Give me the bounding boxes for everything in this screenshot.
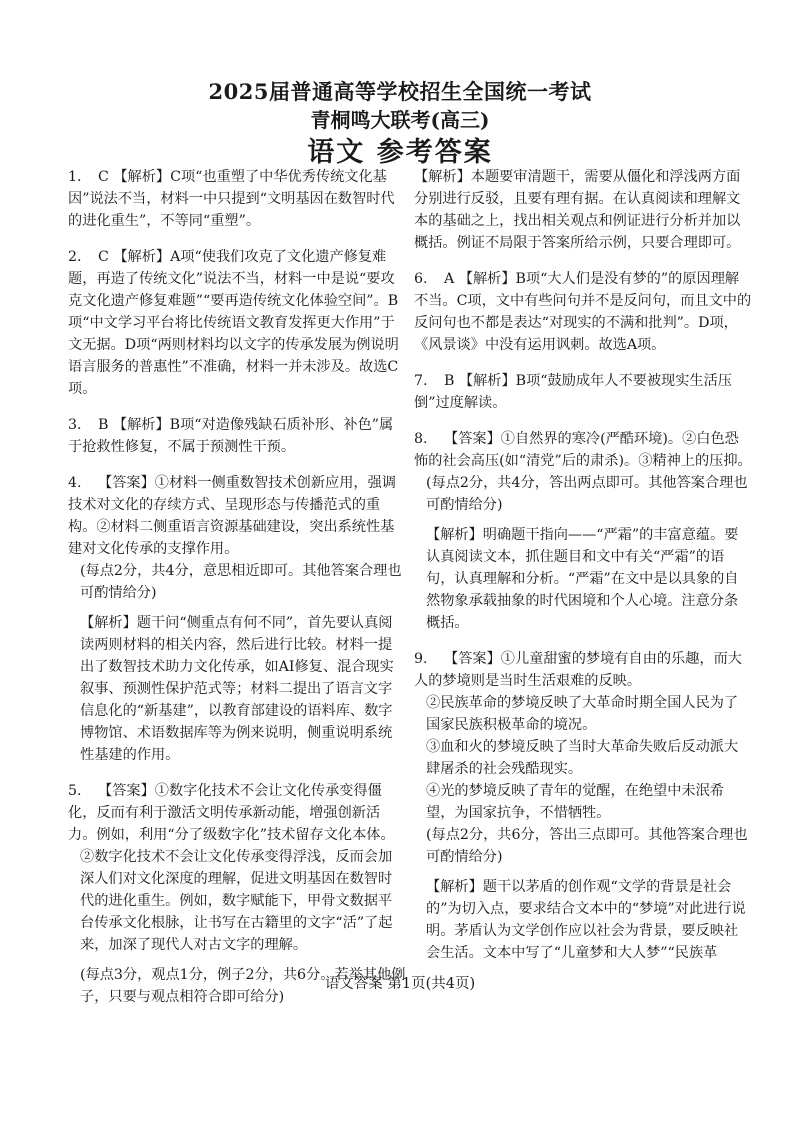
item-score: (每点2分，共4分，答出两点即可。其他答案合理也可酌情给分) [426, 475, 748, 513]
answer-item-6 [414, 268, 752, 356]
item-score: (每点2分，共4分，意思相近即可。其他答案合理也可酌情给分) [80, 563, 402, 601]
answer-item-5-analysis [414, 166, 752, 254]
item-number: 3. [68, 417, 82, 433]
item-number: 4. [68, 475, 82, 491]
exam-title: 2025届普通高等学校招生全国统一考试 [208, 79, 592, 104]
item-text: A 【解析】B项“大人们是没有梦的”的原因理解不当。C项，文中有些问句并不是反问句，而且文中的反问句也不都是表达“对现实的不满和批判”。D项，《风景谈》中没有运用讽刺。故选A项。 [414, 271, 752, 353]
item-text: C 【解析】A项“使我们攻克了文化遗产修复难题，再造了传统文化”说法不当，材料一中是说“要攻克文化遗产修复难题”“要再造传统文化体验空间”。B项“中文学习平台将比传统语文教育发挥更大作用”于文无据。D项“两则材料均以文字的传承发展为例说明语言服务的普惠性”不准确，材料一并未涉及。故选C项。 [68, 249, 399, 397]
item-number: 6. [414, 271, 428, 287]
item-analysis: 【解析】题干问“侧重点有何不同”，首先要认真阅读两则材料的相关内容，然后进行比较。材料一提出了数智技术助力文化传承，如AI修复、混合现实叙事、预测性保护范式等；材料二提出了语言文字信息化的“新基建”，以教育部建设的语料库、数字博物馆、术语数据库等为例来说明，侧重说明系统性基建的作用。 [80, 615, 394, 763]
item-number: 2. [68, 249, 82, 265]
exam-subtitle: 青桐鸣大联考(高三) [310, 108, 490, 132]
item-analysis: 【解析】明确题干指向——“严霜”的丰富意蕴。要认真阅读文本，抓住题目和文中有关“严霜”的语句，认真理解和分析。“严霜”在文中是以具象的自然物象承载抽象的时代困境和个人心境。注意分条概括。 [426, 527, 739, 631]
item-number: 7. [414, 373, 428, 389]
answer-item-1 [68, 166, 406, 232]
answer-item-8 [414, 428, 752, 634]
item-number: 8. [414, 431, 428, 447]
item-number: 9. [414, 651, 428, 667]
item-point: ②数字化技术不会让文化传承变得浮浅，反而会加深人们对文化深度的理解，促进文明基因在数智时代的进化重生。例如，数字赋能下，甲骨文数据平台传承文化根脉，让书写在古籍里的文字“活”了起来，加深了现代人对古文字的理解。 [80, 849, 393, 953]
answer-item-2 [68, 246, 406, 400]
answer-item-7 [414, 370, 752, 414]
item-score: (每点3分，观点1分，例子2分，共6分。若举其他例子，只要与观点相符合即可给分) [80, 967, 406, 1005]
page-title: 语文 参考答案 [307, 137, 493, 168]
item-score: (每点2分，共6分，答出三点即可。其他答案合理也可酌情给分) [426, 827, 748, 865]
answer-item-9 [414, 648, 752, 964]
item-text: B 【解析】B项“对造像残缺石质补形、补色”属于抢救性修复，不属于预测性干预。 [68, 417, 394, 455]
item-point: ②民族革命的梦境反映了大革命时期全国人民为了国家民族积极革命的境况。 [426, 695, 739, 733]
item-answer: 【答案】①数字化技术不会让文化传承变得僵化，反而有利于激活文明传承新动能，增强创新活力。例如，利用“分了级数字化”技术留存文化本体。 [68, 783, 395, 843]
item-answer: 【答案】①儿童甜蜜的梦境有自由的乐趣，而大人的梦境则是当时生活艰难的反映。 [414, 651, 742, 689]
item-analysis: 【解析】本题要审清题干，需要从僵化和浮浅两方面分别进行反驳，且要有理有据。在认真阅读和理解文本的基础之上，找出相关观点和例证进行分析并加以概括。例证不局限于答案所给示例，只要合理即可。 [414, 169, 741, 251]
answer-item-3 [68, 414, 406, 458]
left-column [68, 166, 406, 1022]
right-column [414, 166, 752, 978]
item-point: ③血和火的梦境反映了当时大革命失败后反动派大肆屠杀的社会残酷现实。 [426, 739, 739, 777]
answer-item-4 [68, 472, 406, 766]
page-footer: 语文答案 第1页(共4页) [324, 976, 476, 992]
item-number: 1. [68, 169, 82, 185]
item-answer: 【答案】①自然界的寒冷(严酷环境)。②白色恐怖的社会高压(如“清党”后的肃杀)。③精神上的压抑。 [414, 431, 752, 469]
item-text: B 【解析】B项“鼓励成年人不要被现实生活压倒”过度解读。 [414, 373, 732, 411]
item-point: ④光的梦境反映了青年的觉醒，在绝望中未泯希望，为国家抗争，不惜牺牲。 [426, 783, 724, 821]
item-number: 5. [68, 783, 82, 799]
item-text: C 【解析】C项“也重塑了中华优秀传统文化基因”说法不当，材料一中只提到“文明基因在数智时代的进化重生”，不等同“重塑”。 [68, 169, 395, 229]
item-analysis: 【解析】题干以茅盾的创作观“文学的背景是社会的”为切入点，要求结合文本中的“梦境”对此进行说明。茅盾认为文学创作应以社会为背景，要反映社会生活。文本中写了“儿童梦和大人梦”“民族革 [426, 879, 746, 961]
item-answer: 【答案】①材料一侧重数智技术创新应用，强调技术对文化的存续方式、呈现形态与传播范式的重构。②材料二侧重语言资源基础建设，突出系统性基建对文化传承的支撑作用。 [68, 475, 396, 557]
